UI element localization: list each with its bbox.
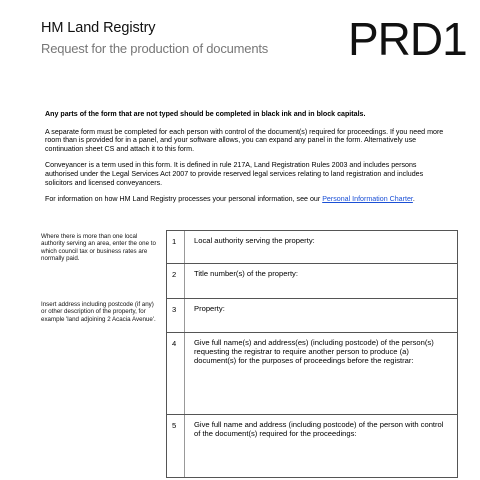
- panel-2[interactable]: [167, 264, 457, 299]
- panel-label: Local authority serving the property:: [194, 236, 315, 245]
- panel-divider: [184, 333, 185, 414]
- panel-number: 2: [172, 270, 177, 279]
- panel-label: Give full name and address (including postcode) of the person with control of the document(s) required for the proceedings:: [194, 420, 444, 439]
- panel-label: Property:: [194, 304, 225, 313]
- side-note-property: Insert address including postcode (if any) or other description of the property, for example 'land adjoining 2 Acacia Avenue'.: [41, 301, 156, 323]
- panel-divider: [184, 231, 185, 263]
- info-prefix: For information on how HM Land Registry processes your personal information, see our: [45, 195, 323, 204]
- instruction-text: Any parts of the form that are not typed should be completed in black ink and in block capitals.: [45, 110, 366, 118]
- panel-number: 5: [172, 421, 177, 430]
- panel-number: 1: [172, 237, 177, 246]
- panel-divider: [184, 299, 185, 332]
- panel-4[interactable]: [167, 333, 457, 415]
- panel-5[interactable]: [167, 415, 457, 477]
- conveyancer-text: Conveyancer is a term used in this form. It is defined in rule 217A, Land Registration Rules 2003 and includes persons authorised under the Legal Services Act 2007 to provide reserved legal services relating to land registration and includes solicitors and licensed conveyancers.: [45, 161, 424, 187]
- organisation-name: HM Land Registry: [41, 20, 156, 36]
- side-note-local-authority: Where there is more than one local authority serving an area, enter the one to which council tax or business rates are normally paid.: [41, 233, 156, 263]
- panel-1[interactable]: [167, 231, 457, 264]
- panel-number: 4: [172, 339, 177, 348]
- panel-divider: [184, 415, 185, 477]
- intro-section: [45, 110, 445, 212]
- form-panels: [166, 230, 458, 478]
- panel-label: Give full name(s) and address(es) (including postcode) of the person(s) requesting the registrar to require another person to produce (a) document(s) for the purposes of proceedings before the registrar:: [194, 338, 434, 366]
- form-title: Request for the production of documents: [41, 41, 269, 56]
- panel-divider: [184, 264, 185, 298]
- personal-information-charter-link[interactable]: Personal Information Charter: [322, 195, 413, 204]
- separate-form-text: A separate form must be completed for each person with control of the document(s) required for proceedings. If you need more room than is provided for in a panel, and your software allows, you can expand any panel in the form. Alternatively use continuation sheet CS and attach it to this form.: [45, 127, 444, 153]
- info-text: [45, 195, 445, 204]
- info-suffix: .: [412, 195, 415, 204]
- form-code: PRD1: [348, 13, 467, 65]
- panel-3[interactable]: [167, 299, 457, 333]
- brand-block: [41, 20, 268, 57]
- panel-label: Title number(s) of the property:: [194, 269, 298, 278]
- panel-number: 3: [172, 305, 177, 314]
